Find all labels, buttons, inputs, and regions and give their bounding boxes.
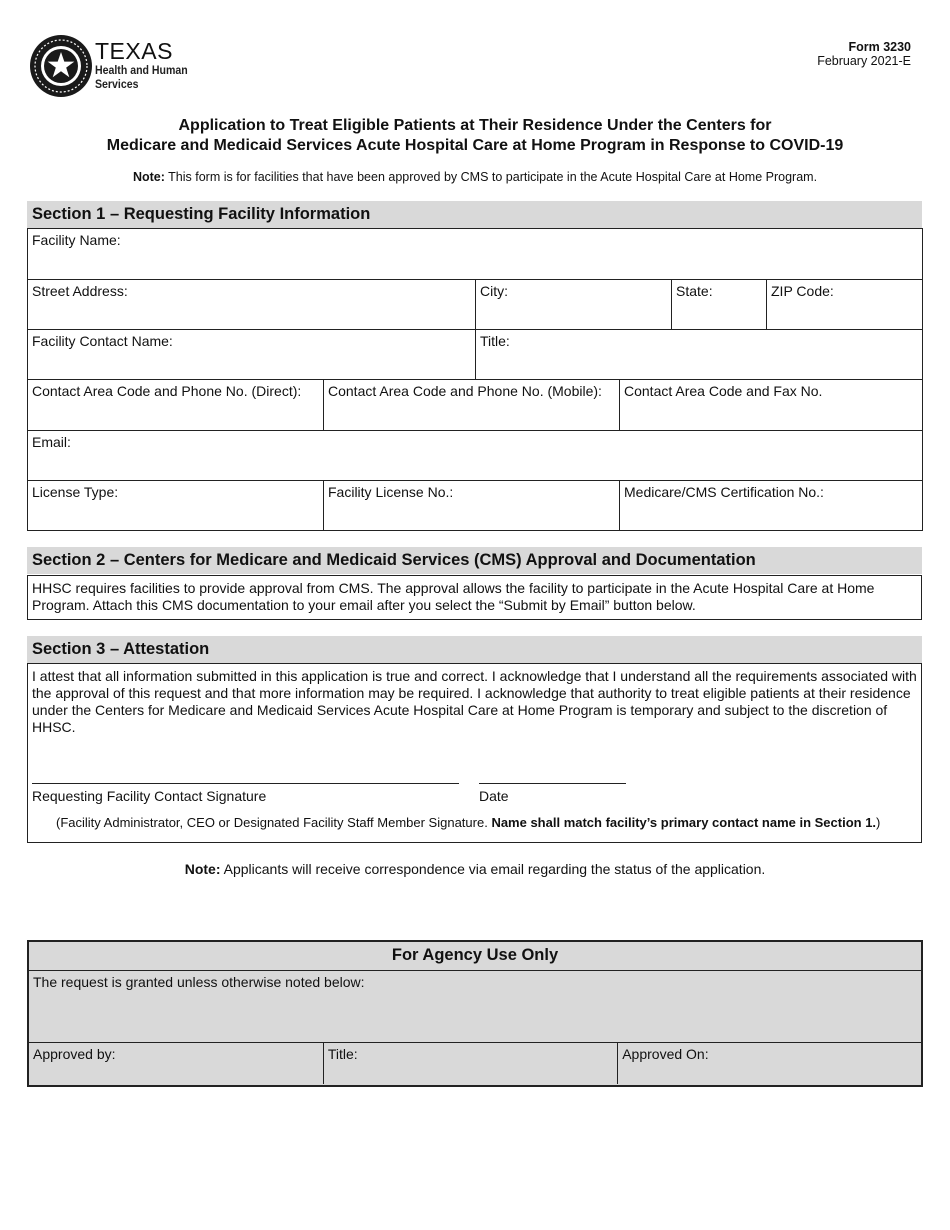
section2-body: HHSC requires facilities to provide approval from CMS. The approval allows the facility to participate in the Acute Hospital Care at Home Program. Attach this CMS documentation to your email after you select the “Submit by Email” button below. — [27, 575, 922, 620]
agency-use-box — [27, 940, 923, 1087]
signature-line[interactable] — [32, 783, 459, 784]
title-line-1: Application to Treat Eligible Patients at Their Residence Under the Centers for — [178, 117, 772, 134]
license-type-label: License Type: — [32, 484, 119, 500]
approved-on-field[interactable] — [618, 1042, 921, 1084]
section2-heading: Section 2 – Centers for Medicare and Medicaid Services (CMS) Approval and Documentation — [27, 547, 922, 574]
contact-name-label: Facility Contact Name: — [32, 333, 173, 349]
signature-note-end: ) — [876, 815, 881, 830]
fax-label: Contact Area Code and Fax No. — [624, 383, 823, 399]
signature-note-bold: Name shall match facility’s primary contact name in Section 1. — [491, 815, 877, 830]
license-no-field[interactable] — [324, 481, 620, 531]
contact-title-label: Title: — [480, 333, 510, 349]
section1-table-2 — [27, 379, 923, 531]
license-type-field[interactable] — [28, 481, 324, 531]
texas-seal-icon — [28, 33, 94, 99]
city-field[interactable] — [476, 280, 672, 330]
date-line[interactable] — [479, 783, 626, 784]
date-label: Date — [479, 788, 509, 804]
form-date: February 2021-E — [817, 54, 911, 68]
bottom-note — [0, 861, 950, 877]
contact-name-field[interactable] — [28, 330, 476, 380]
facility-name-label: Facility Name: — [32, 232, 121, 248]
agency-granted-field[interactable] — [29, 970, 921, 1042]
zip-field[interactable] — [767, 280, 923, 330]
bottom-note-label: Note: — [184, 861, 221, 877]
bottom-note-text: Applicants will receive correspondence via email regarding the status of the application. — [220, 861, 766, 877]
logo-texas: TEXAS — [95, 38, 173, 64]
street-address-label: Street Address: — [32, 283, 128, 299]
cms-cert-field[interactable] — [620, 481, 923, 531]
form-number: Form 3230 — [848, 40, 911, 54]
attestation-text: I attest that all information submitted in this application is true and correct. I acknowledge that I understand all the requirements associated with the approval of this request and that more information may be required. I acknowledge that authority to treat eligible patients at their residence under the Centers for Medicare and Medicaid Services Acute Hospital Care at Home Program is temporary and subject to the discretion of HHSC. — [32, 668, 917, 735]
license-no-label: Facility License No.: — [328, 484, 454, 500]
title-line-2: Medicare and Medicaid Services Acute Hospital Care at Home Program in Response to COVID-19 — [106, 137, 844, 154]
phone-mobile-label: Contact Area Code and Phone No. (Mobile): — [328, 383, 602, 399]
top-note — [0, 170, 950, 184]
fax-field[interactable] — [620, 380, 923, 431]
phone-direct-label: Contact Area Code and Phone No. (Direct): — [32, 383, 302, 399]
email-field[interactable] — [28, 431, 923, 481]
signature-label: Requesting Facility Contact Signature — [32, 788, 267, 804]
logo-text — [95, 40, 200, 91]
state-label: State: — [676, 283, 713, 299]
phone-mobile-field[interactable] — [324, 380, 620, 431]
top-note-text: This form is for facilities that have been approved by CMS to participate in the Acute Hospital Care at Home Program. — [164, 170, 818, 184]
page-title — [0, 116, 950, 156]
form-number-block — [817, 40, 911, 68]
approved-by-field[interactable] — [29, 1042, 323, 1084]
cms-cert-label: Medicare/CMS Certification No.: — [624, 484, 824, 500]
section3-heading: Section 3 – Attestation — [27, 636, 922, 663]
facility-name-field[interactable] — [28, 229, 923, 280]
section1-table — [27, 228, 923, 380]
logo-line2: Health and Human — [95, 63, 188, 77]
zip-label: ZIP Code: — [771, 283, 834, 299]
signature-note — [56, 815, 880, 830]
agency-table — [29, 942, 921, 1084]
logo-line3: Services — [95, 77, 139, 91]
contact-title-field[interactable] — [476, 330, 923, 380]
phone-direct-field[interactable] — [28, 380, 324, 431]
agency-title-label: Title: — [327, 1045, 358, 1062]
agency-heading: For Agency Use Only — [29, 942, 921, 970]
signature-note-plain: (Facility Administrator, CEO or Designated Facility Staff Member Signature. — [56, 815, 492, 830]
street-address-field[interactable] — [28, 280, 476, 330]
approved-on-label: Approved On: — [622, 1045, 709, 1062]
approved-by-label: Approved by: — [33, 1045, 116, 1062]
agency-title-field[interactable] — [323, 1042, 617, 1084]
city-label: City: — [480, 283, 508, 299]
top-note-label: Note: — [132, 170, 165, 184]
state-field[interactable] — [672, 280, 767, 330]
section1-heading: Section 1 – Requesting Facility Information — [27, 201, 922, 228]
email-label: Email: — [32, 434, 71, 450]
agency-granted-label: The request is granted unless otherwise noted below: — [33, 973, 365, 990]
